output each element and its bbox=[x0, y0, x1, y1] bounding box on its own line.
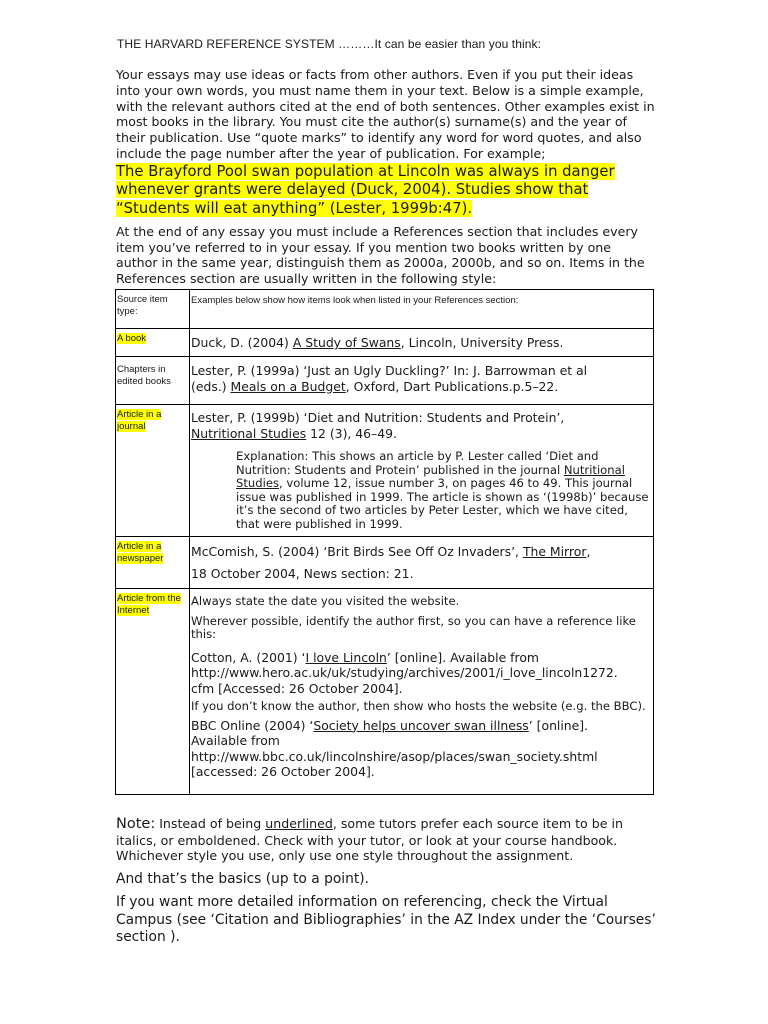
chapter-editors: (eds.) bbox=[191, 378, 231, 394]
newspaper-line-1 bbox=[191, 544, 653, 560]
journal-volume-pages: 12 (3), 46–49. bbox=[306, 425, 397, 441]
bbc-author-year: BBC Online (2004) ‘ bbox=[191, 717, 314, 733]
chapter-line-1: Lester, P. (1999a) ‘Just an Ugly Duckling?’ In: J. Barrowman et al bbox=[191, 363, 588, 378]
bbc-title: Society helps uncover swan illness bbox=[313, 717, 529, 733]
source-type-label: A book bbox=[117, 333, 147, 344]
table-row-chapter bbox=[116, 356, 653, 405]
journal-line-2 bbox=[191, 426, 653, 442]
journal-line-1: Lester, P. (1999b) ‘Diet and Nutrition: Students and Protein’, bbox=[191, 410, 565, 425]
cotton-line-1 bbox=[191, 650, 653, 666]
newspaper-reference bbox=[191, 544, 653, 581]
journal-title: Nutritional Studies bbox=[191, 425, 307, 441]
document-title: THE HARVARD REFERENCE SYSTEM ………It can be easier than you think: bbox=[117, 37, 542, 51]
table-row-book bbox=[116, 328, 653, 357]
source-type-internet bbox=[117, 593, 187, 617]
bbc-line-1 bbox=[191, 718, 653, 734]
cotton-author-year: Cotton, A. (2001) ‘ bbox=[191, 649, 306, 665]
book-publisher: , Lincoln, University Press. bbox=[400, 335, 564, 350]
chapter-line-2 bbox=[191, 379, 653, 395]
basics-line: And that’s the basics (up to a point). bbox=[116, 871, 370, 887]
source-type-label: Article in a journal bbox=[117, 409, 162, 432]
highlighted-example-text: The Brayford Pool swan population at Lincoln was always in danger whenever grants were delayed (Duck, 2004). Studies show that “Students will eat anything” (Lester, 1999b:47). bbox=[116, 163, 615, 217]
chapter-reference bbox=[191, 363, 653, 394]
source-type-book bbox=[117, 333, 187, 345]
table-row-internet bbox=[116, 588, 653, 795]
citation-example bbox=[116, 163, 656, 218]
cotton-reference bbox=[191, 650, 653, 697]
source-type-label: Article in a newspaper bbox=[117, 541, 164, 564]
explanation-text-continued: , volume 12, issue number 3, on pages 46 to 49. This journal issue was published in 1999. The article is shown as ‘(1998b)’ because it’s the second of two articles by Peter Lester, which we have cited, that were published in 1999. bbox=[236, 476, 649, 531]
journal-explanation bbox=[236, 450, 652, 532]
cotton-online: ’ [online]. Available from bbox=[386, 649, 539, 665]
header-source-type: Source item type: bbox=[117, 294, 168, 317]
host-note: If you don’t know the author, then show who hosts the website (e.g. the BBC). bbox=[191, 699, 646, 714]
source-type-chapter: Chapters in edited books bbox=[117, 364, 171, 387]
intro-paragraph: Your essays may use ideas or facts from other authors. Even if you put their ideas into your own words, you must name them in your text. Below is a simple example, with the relevant authors cited at the end of both sentences. Other examples exist in most books in the library. You must cite the author(s) surname(s) and the year of their publication. Use “quote marks” to identify any word for word quotes, and also include the page number after the year of publication. For example; bbox=[116, 67, 655, 161]
bbc-available: Available from bbox=[191, 733, 280, 749]
cotton-title: I love Lincoln bbox=[305, 649, 387, 665]
note-paragraph bbox=[116, 816, 656, 864]
author-first-note: Wherever possible, identify the author first, so you can have a reference like this: bbox=[191, 613, 636, 642]
book-reference bbox=[191, 335, 653, 351]
table-header-row bbox=[116, 290, 653, 328]
newspaper-line-2: 18 October 2004, News section: 21. bbox=[191, 565, 414, 581]
bbc-url: http://www.bbc.co.uk/lincolnshire/asop/places/swan_society.shtml bbox=[191, 748, 598, 764]
table-row-newspaper bbox=[116, 536, 653, 589]
reference-examples-table bbox=[115, 289, 654, 795]
cotton-url-accessed: cfm [Accessed: 26 October 2004]. bbox=[191, 680, 403, 696]
bbc-accessed: [accessed: 26 October 2004]. bbox=[191, 764, 375, 780]
chapter-publisher: , Oxford, Dart Publications.p.5–22. bbox=[345, 378, 559, 394]
note-text: Instead of being bbox=[155, 816, 266, 831]
visit-date-note: Always state the date you visited the website. bbox=[191, 594, 460, 608]
newspaper-name: The Mirror bbox=[522, 544, 587, 559]
references-intro-paragraph: At the end of any essay you must include a References section that includes every item you’ve referred to in your essay. If you mention two books written by one author in the same year, distinguish them as 2000a, 2000b, and so on. Items in the References section are usually written in the following style: bbox=[116, 224, 645, 286]
header-examples: Examples below show how items look when listed in your References section: bbox=[191, 295, 519, 306]
explanation-journal-name: Nutritional Studies bbox=[236, 462, 625, 491]
note-text-continued: , some tutors prefer each source item to be in italics, or emboldened. Check with your tutor, or look at your course handbook. Whichever style you use, only use one style throughout the assignment. bbox=[116, 816, 623, 864]
note-underlined-word: underlined bbox=[265, 816, 333, 831]
source-type-journal bbox=[117, 409, 187, 433]
explanation-text: Explanation: This shows an article by P. Lester called ‘Diet and Nutrition: Students and Protein’ published in the journal bbox=[236, 449, 599, 477]
more-info-paragraph: If you want more detailed information on referencing, check the Virtual Campus (see ‘Citation and Bibliographies’ in the AZ Index under the ‘Courses’ section ). bbox=[116, 894, 656, 946]
chapter-book-title: Meals on a Budget bbox=[230, 378, 346, 394]
newspaper-comma: , bbox=[586, 544, 591, 559]
book-author-year: Duck, D. (2004) bbox=[191, 335, 293, 350]
source-type-label: Article from the Internet bbox=[117, 593, 181, 616]
book-title: A Study of Swans bbox=[292, 335, 401, 350]
journal-reference bbox=[191, 410, 653, 441]
source-type-newspaper bbox=[117, 541, 187, 565]
note-label: Note: bbox=[116, 816, 156, 832]
internet-reference-block bbox=[191, 595, 653, 780]
bbc-online: ’ [online]. bbox=[528, 717, 589, 733]
cotton-url: http://www.hero.ac.uk/uk/studying/archives/2001/i_love_lincoln1272. bbox=[191, 665, 618, 681]
newspaper-author-title: McComish, S. (2004) ‘Brit Birds See Off Oz Invaders’, bbox=[191, 544, 523, 559]
table-row-journal bbox=[116, 404, 653, 537]
bbc-reference bbox=[191, 718, 653, 780]
